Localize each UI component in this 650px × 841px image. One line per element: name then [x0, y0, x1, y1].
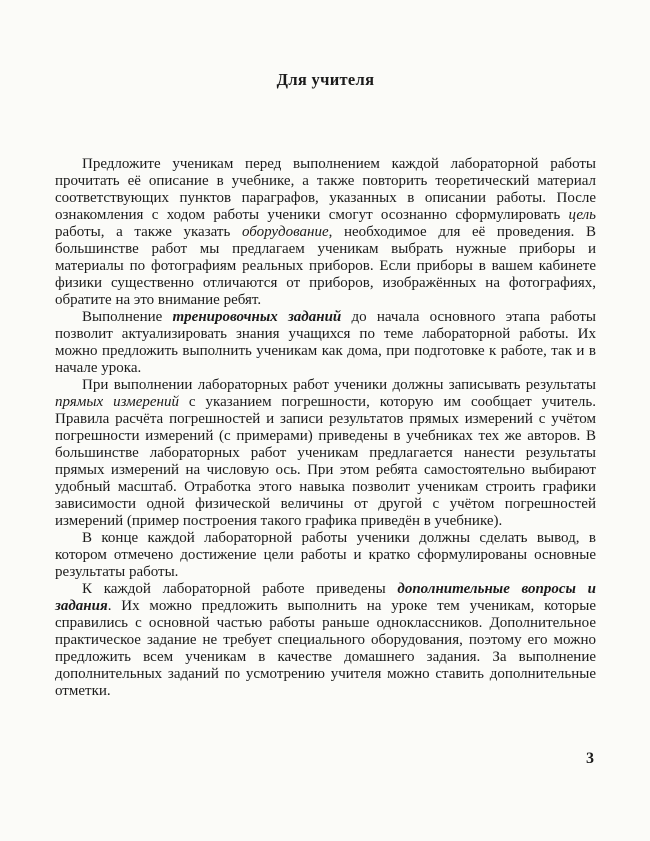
paragraph: [55, 309, 596, 377]
page-number: 3: [586, 750, 594, 767]
paragraphs-container: [55, 156, 596, 700]
paragraph: [55, 156, 596, 309]
text-segment: работы, а также указать: [55, 224, 242, 240]
text-segment: оборудование: [241, 224, 329, 240]
text-segment: , необходимое для её проведения. В большинстве работ мы предлагаем ученикам выбрать нужные приборы и материалы по фотографиям реальных приборов. Если приборы в вашем кабинете физики существенно отличаются от приборов, изображённых на фотографиях, обратите на это внимание ребят.: [55, 224, 597, 308]
text-segment: . Их можно предложить выполнить на уроке тем ученикам, которые справились с основной частью работы раньше одноклассников. Дополнительное практическое задание не требует специального оборудования, поэтому его можно предложить всем ученикам в качестве домашнего задания. За выполнение дополнительных заданий по усмотрению учителя можно ставить дополнительные отметки.: [55, 598, 596, 699]
paragraph: [55, 581, 596, 700]
text-segment: Выполнение: [82, 309, 173, 325]
text-segment: К каждой лабораторной работе приведены: [82, 581, 398, 597]
text-segment: тренировочных заданий: [172, 309, 342, 325]
paragraph: [55, 530, 596, 581]
text-segment: прямых измерений: [55, 394, 179, 410]
text-segment: При выполнении лабораторных работ ученики должны записывать результаты: [82, 377, 596, 393]
text-segment: с указанием погрешности, которую им сообщает учитель. Правила расчёта погрешностей и записи результатов прямых измерений с учётом погрешности измерений (с примерами) приведены в учебниках тех же авторов. В большинстве лабораторных работ ученикам предлагается нанести результаты прямых измерений на числовую ось. При этом ребята самостоятельно выбирают удобный масштаб. Отработка этого навыка позволит ученикам строить графики зависимости одной физической величины от другой с учётом погрешностей измерений (пример построения такого графика приведён в учебнике).: [55, 394, 596, 529]
text-segment: до начала основного этапа работы позволит актуализировать знания учащихся по теме лабораторной работы. Их можно предложить выполнить ученикам как дома, при подготовке к работе, так и в начале урока.: [55, 309, 597, 376]
text-segment: Предложите ученикам перед выполнением каждой лабораторной работы прочитать её описание в учебнике, а также повторить теоретический материал соответствующих пунктов параграфов, указанных в описании работы. После ознакомления с ходом работы ученики смогут осознанно сформулировать: [55, 156, 596, 223]
paragraph: [55, 377, 596, 530]
text-segment: В конце каждой лабораторной работы ученики должны сделать вывод, в котором отмечено достижение цели работы и кратко сформулированы основные результаты работы.: [55, 530, 596, 580]
text-segment: цель: [568, 207, 596, 223]
text-segment: дополнительные вопросы и задания: [55, 581, 596, 614]
page-title: Для учителя: [276, 70, 375, 89]
